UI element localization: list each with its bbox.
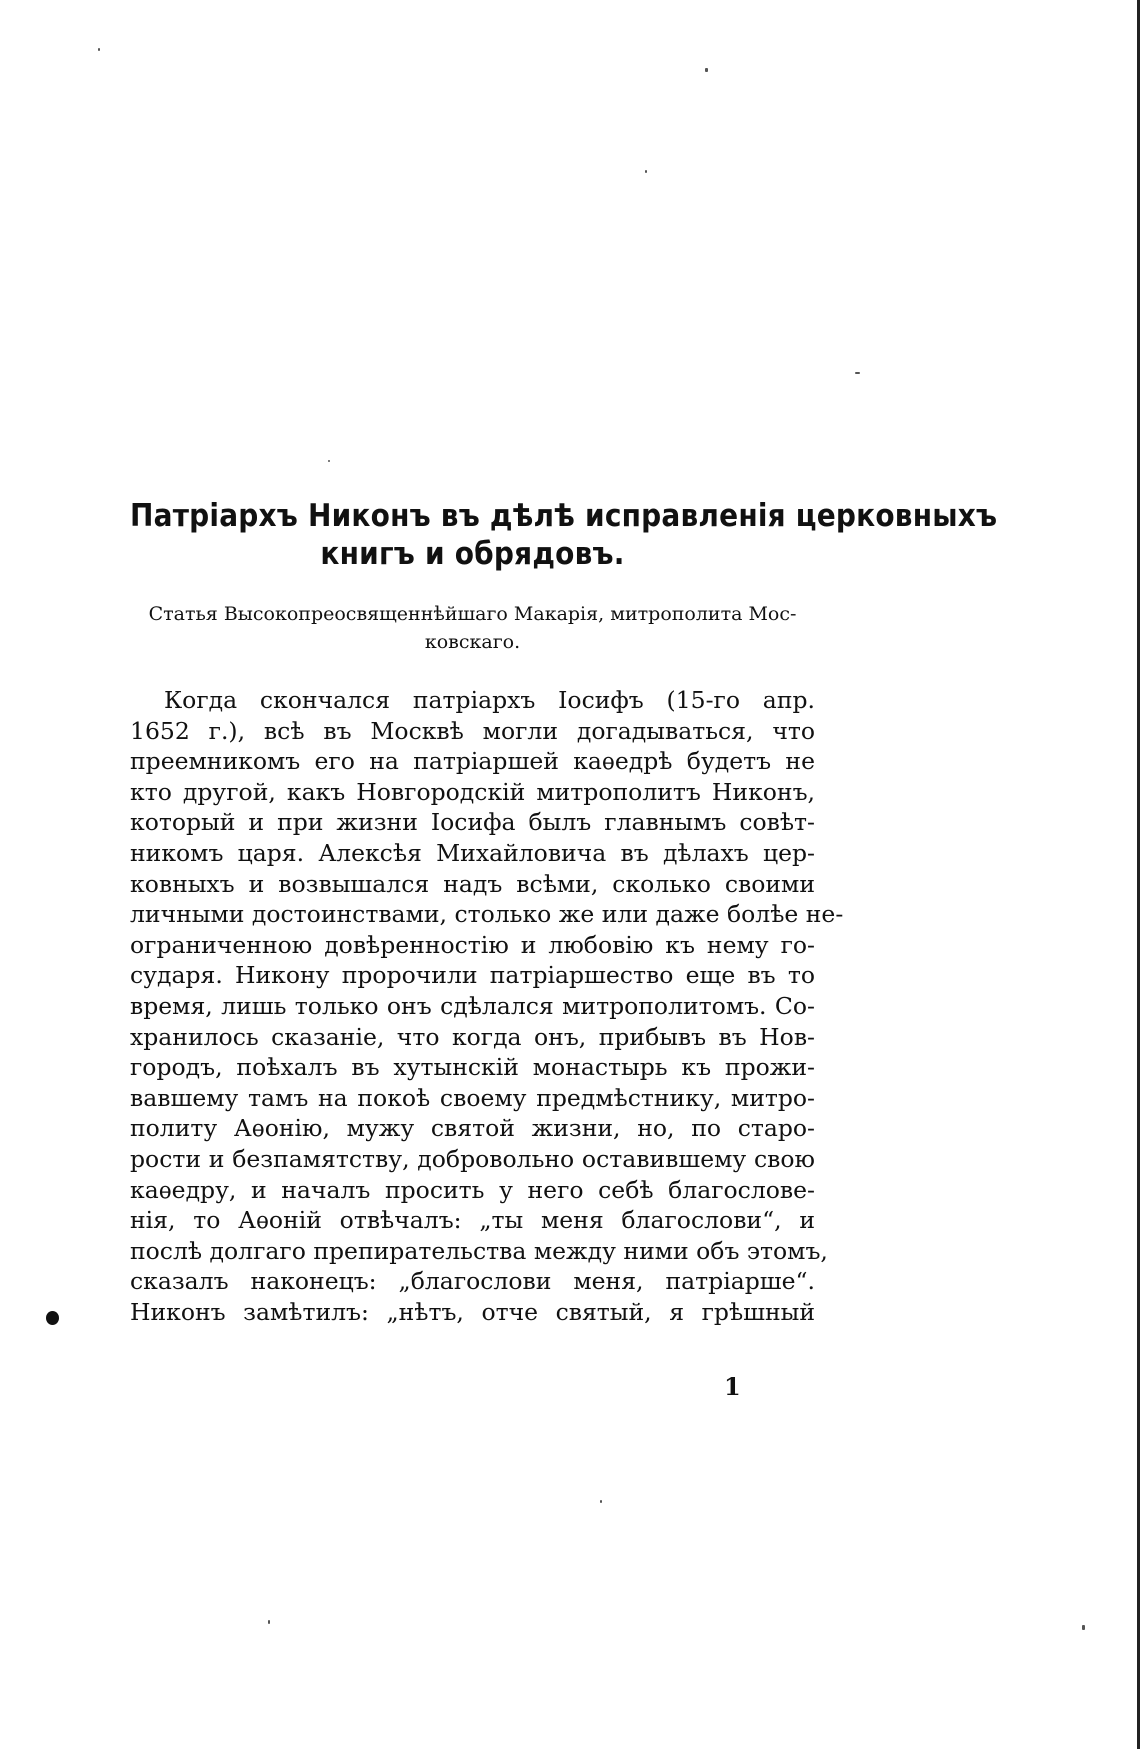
ink-blot-mark (46, 1311, 59, 1325)
article-body (130, 685, 844, 1327)
scan-speck (328, 460, 330, 462)
body-line: хранилось сказаніе, что когда онъ, прибывъ въ Нов- (130, 1022, 815, 1051)
scan-speck (855, 372, 860, 374)
body-line: политу Аѳонію, мужу святой жизни, но, по старо- (130, 1114, 815, 1143)
body-line: рости и безпамятству, добровольно оставившему свою (130, 1144, 815, 1173)
body-line: вавшему тамъ на покоѣ своему предмѣстнику, митро- (130, 1083, 815, 1112)
body-line: 1652 г.), всѣ въ Москвѣ могли догадываться, что (130, 716, 815, 745)
body-line: преемникомъ его на патріаршей каѳедрѣ будетъ не (130, 747, 815, 776)
body-line: нія, то Аѳоній отвѣчалъ: „ты меня благослови“, и (130, 1206, 815, 1235)
body-line: каѳедру, и началъ просить у него себѣ благослове- (130, 1175, 815, 1204)
body-line: никомъ царя. Алексѣя Михайловича въ дѣлахъ цер- (130, 838, 815, 867)
body-line: ограниченною довѣренностію и любовію къ нему го- (130, 930, 815, 959)
body-line: сказалъ наконецъ: „благослови меня, патріарше“. (130, 1267, 815, 1296)
title-line: книгъ и обрядовъ. (320, 535, 625, 573)
subtitle-line: Статья Высокопреосвященнѣйшаго Макарія, митрополита Мос- (148, 603, 797, 625)
body-line: кто другой, какъ Новгородскій митрополитъ Никонъ, (130, 777, 815, 806)
scan-speck (705, 68, 708, 72)
body-line: время, лишь только онъ сдѣлался митрополитомъ. Со- (130, 991, 815, 1020)
page-number: 1 (724, 1372, 741, 1401)
body-line: Никонъ замѣтилъ: „нѣтъ, отче святый, я грѣшный (130, 1297, 815, 1326)
body-line: городъ, поѣхалъ въ хутынскій монастырь къ прожи- (130, 1053, 815, 1082)
article-subtitle (130, 600, 815, 656)
body-line: личными достоинствами, столько же или даже болѣе не- (130, 900, 844, 929)
title-line: Патріархъ Никонъ въ дѣлѣ исправленія церковныхъ (130, 497, 998, 534)
body-line: который и при жизни Іосифа былъ главнымъ совѣт- (130, 808, 815, 837)
scan-speck (268, 1620, 270, 1624)
body-line: послѣ долгаго препирательства между ними объ этомъ, (130, 1236, 828, 1265)
scan-speck (1082, 1625, 1085, 1630)
body-line: Когда скончался патріархъ Іосифъ (15-го апр. (164, 686, 815, 714)
article-title (130, 497, 998, 573)
scan-speck (645, 170, 647, 173)
subtitle-line: ковскаго. (424, 631, 521, 653)
body-line: ковныхъ и возвышался надъ всѣми, сколько своими (130, 869, 815, 898)
scan-speck (98, 48, 100, 51)
body-line: сударя. Никону пророчили патріаршество еще въ то (130, 961, 815, 990)
scan-speck (600, 1500, 602, 1503)
